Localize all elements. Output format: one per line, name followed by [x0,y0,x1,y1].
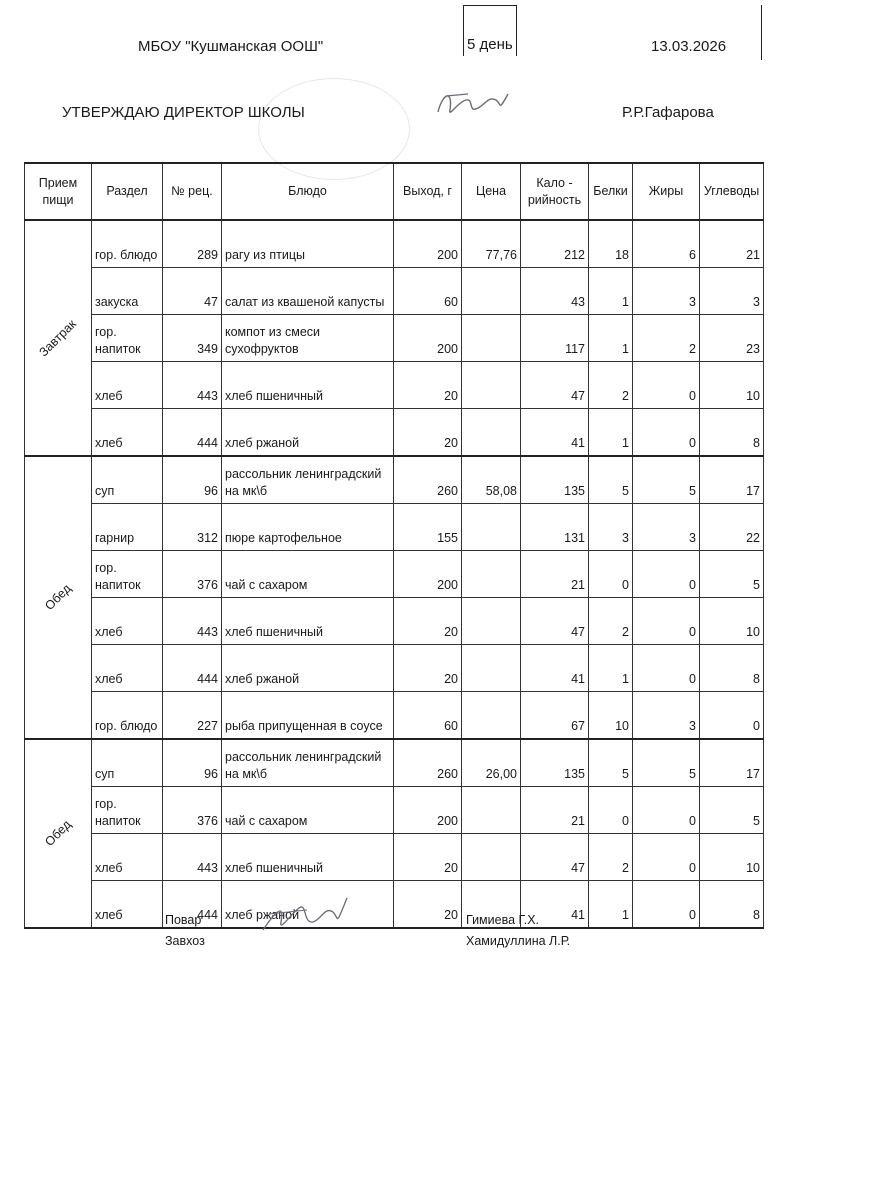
cell-recipe: 349 [163,315,222,362]
table-row [25,551,764,598]
cell-price: 77,76 [462,220,521,268]
cell-price [462,787,521,834]
cell-calories: 47 [521,834,589,881]
cell-calories: 212 [521,220,589,268]
table-row [25,787,764,834]
col-dish-header: Блюдо [222,163,394,220]
cell-yield: 200 [394,315,462,362]
cell-yield: 260 [394,739,462,787]
cell-section: суп [92,739,163,787]
cell-yield: 200 [394,220,462,268]
cell-yield: 20 [394,409,462,457]
table-row [25,220,764,268]
cell-calories: 41 [521,881,589,929]
school-name: МБОУ "Кушманская ООШ" [138,38,324,55]
cell-recipe: 376 [163,787,222,834]
menu-date: 13.03.2026 [651,38,727,55]
cell-section: хлеб [92,834,163,881]
cell-recipe: 444 [163,881,222,929]
cell-dish: хлеб пшеничный [222,834,394,881]
cell-carbs: 5 [700,787,764,834]
cell-dish: рассольник ленинградский на мк\б [222,456,394,504]
meal-cell [25,220,92,456]
cell-carbs: 10 [700,834,764,881]
cell-calories: 21 [521,787,589,834]
table-row [25,504,764,551]
cell-protein: 1 [589,315,633,362]
meal-cell [25,456,92,739]
cell-price [462,409,521,457]
cell-recipe: 312 [163,504,222,551]
cell-calories: 135 [521,456,589,504]
cell-calories: 47 [521,598,589,645]
cell-dish: хлеб ржаной [222,881,394,929]
cell-price [462,645,521,692]
day-label: 5 день [463,5,517,56]
cell-protein: 5 [589,456,633,504]
cell-yield: 200 [394,551,462,598]
col-yield-header: Выход, г [394,163,462,220]
cell-protein: 2 [589,834,633,881]
cell-price [462,598,521,645]
cell-fat: 5 [633,456,700,504]
table-header-row [25,163,764,220]
cell-section: хлеб [92,598,163,645]
cell-recipe: 443 [163,598,222,645]
cell-protein: 0 [589,787,633,834]
table-row [25,268,764,315]
cell-fat: 0 [633,362,700,409]
cell-fat: 0 [633,834,700,881]
meal-label: Обед [41,581,74,613]
col-fat-header: Жиры [633,163,700,220]
cell-recipe: 47 [163,268,222,315]
table-row [25,315,764,362]
cell-section: гор. блюдо [92,220,163,268]
cell-protein: 0 [589,551,633,598]
cell-carbs: 0 [700,692,764,740]
cell-recipe: 289 [163,220,222,268]
cell-fat: 0 [633,598,700,645]
cell-section: гор. напиток [92,787,163,834]
cell-protein: 1 [589,881,633,929]
cell-dish: рассольник ленинградский на мк\б [222,739,394,787]
cell-fat: 0 [633,409,700,457]
cook-label: Повар [165,913,202,927]
table-row [25,834,764,881]
cell-recipe: 443 [163,362,222,409]
col-price-header: Цена [462,163,521,220]
cell-fat: 0 [633,881,700,929]
storekeeper-name: Хамидуллина Л.Р. [466,934,571,948]
cell-yield: 20 [394,834,462,881]
cook-signature [255,892,355,942]
cell-price [462,315,521,362]
cell-dish: компот из смеси сухофруктов [222,315,394,362]
cell-recipe: 376 [163,551,222,598]
cell-section: хлеб [92,645,163,692]
table-row [25,598,764,645]
cook-name: Гимиева Г.Х. [466,913,540,927]
col-meal-header: Прием пищи [25,163,92,220]
cell-section: гор. напиток [92,315,163,362]
cell-price [462,268,521,315]
cell-recipe: 444 [163,645,222,692]
storekeeper-label: Завхоз [165,934,205,948]
director-name: Р.Р.Гафарова [622,104,714,121]
cell-dish: хлеб пшеничный [222,362,394,409]
table-row [25,456,764,504]
cell-protein: 3 [589,504,633,551]
cell-section: закуска [92,268,163,315]
table-row [25,881,764,929]
cell-recipe: 96 [163,739,222,787]
approval-title: УТВЕРЖДАЮ ДИРЕКТОР ШКОЛЫ [62,104,305,121]
cell-recipe: 443 [163,834,222,881]
cell-dish: пюре картофельное [222,504,394,551]
cell-price [462,362,521,409]
cell-recipe: 96 [163,456,222,504]
cell-carbs: 8 [700,881,764,929]
col-section-header: Раздел [92,163,163,220]
cell-section: суп [92,456,163,504]
cell-protein: 1 [589,268,633,315]
col-calories-header: Кало - рийность [521,163,589,220]
cell-protein: 5 [589,739,633,787]
cell-protein: 2 [589,362,633,409]
cell-fat: 0 [633,645,700,692]
cell-recipe: 444 [163,409,222,457]
meal-label: Завтрак [36,316,79,359]
cell-dish: чай с сахаром [222,787,394,834]
cell-protein: 2 [589,598,633,645]
cell-fat: 0 [633,787,700,834]
cell-section: хлеб [92,881,163,929]
cell-calories: 41 [521,645,589,692]
cell-yield: 200 [394,787,462,834]
cell-yield: 20 [394,645,462,692]
cell-protein: 18 [589,220,633,268]
cell-fat: 3 [633,692,700,740]
cell-price: 58,08 [462,456,521,504]
cell-fat: 3 [633,268,700,315]
cell-section: хлеб [92,362,163,409]
table-row [25,739,764,787]
cell-price [462,504,521,551]
menu-body [25,220,764,928]
cell-yield: 60 [394,268,462,315]
cell-yield: 155 [394,504,462,551]
meal-label: Обед [41,817,74,849]
cell-carbs: 21 [700,220,764,268]
cell-recipe: 227 [163,692,222,740]
cell-yield: 20 [394,598,462,645]
cell-price [462,551,521,598]
cell-dish: салат из квашеной капусты [222,268,394,315]
cell-section: гор. напиток [92,551,163,598]
table-row [25,362,764,409]
cell-calories: 117 [521,315,589,362]
cell-fat: 5 [633,739,700,787]
cell-carbs: 10 [700,598,764,645]
cell-yield: 20 [394,362,462,409]
cell-carbs: 23 [700,315,764,362]
meal-cell [25,739,92,928]
menu-table [24,162,764,929]
cell-section: гарнир [92,504,163,551]
table-row [25,409,764,457]
cell-carbs: 22 [700,504,764,551]
cell-calories: 43 [521,268,589,315]
cell-protein: 1 [589,645,633,692]
cell-carbs: 8 [700,409,764,457]
cell-carbs: 17 [700,456,764,504]
cell-yield: 260 [394,456,462,504]
cell-carbs: 17 [700,739,764,787]
cell-dish: хлеб пшеничный [222,598,394,645]
cell-dish: рыба припущенная в соусе [222,692,394,740]
cell-calories: 41 [521,409,589,457]
cell-calories: 21 [521,551,589,598]
table-row [25,645,764,692]
col-carbs-header: Углеводы [700,163,764,220]
cell-calories: 67 [521,692,589,740]
cell-calories: 135 [521,739,589,787]
cell-yield: 60 [394,692,462,740]
cell-yield: 20 [394,881,462,929]
cell-carbs: 8 [700,645,764,692]
header-divider [761,5,762,60]
cell-carbs: 10 [700,362,764,409]
cell-fat: 3 [633,504,700,551]
cell-section: хлеб [92,409,163,457]
cell-price: 26,00 [462,739,521,787]
cell-price [462,834,521,881]
cell-fat: 0 [633,551,700,598]
col-recipe-header: № рец. [163,163,222,220]
cell-carbs: 5 [700,551,764,598]
cell-section: гор. блюдо [92,692,163,740]
cell-fat: 6 [633,220,700,268]
table-row [25,692,764,740]
cell-dish: хлеб ржаной [222,645,394,692]
cell-dish: чай с сахаром [222,551,394,598]
col-protein-header: Белки [589,163,633,220]
cell-carbs: 3 [700,268,764,315]
cell-dish: рагу из птицы [222,220,394,268]
cell-fat: 2 [633,315,700,362]
cell-dish: хлеб ржаной [222,409,394,457]
cell-calories: 47 [521,362,589,409]
cell-protein: 10 [589,692,633,740]
cell-price [462,692,521,740]
director-signature [428,82,518,127]
cell-protein: 1 [589,409,633,457]
cell-calories: 131 [521,504,589,551]
